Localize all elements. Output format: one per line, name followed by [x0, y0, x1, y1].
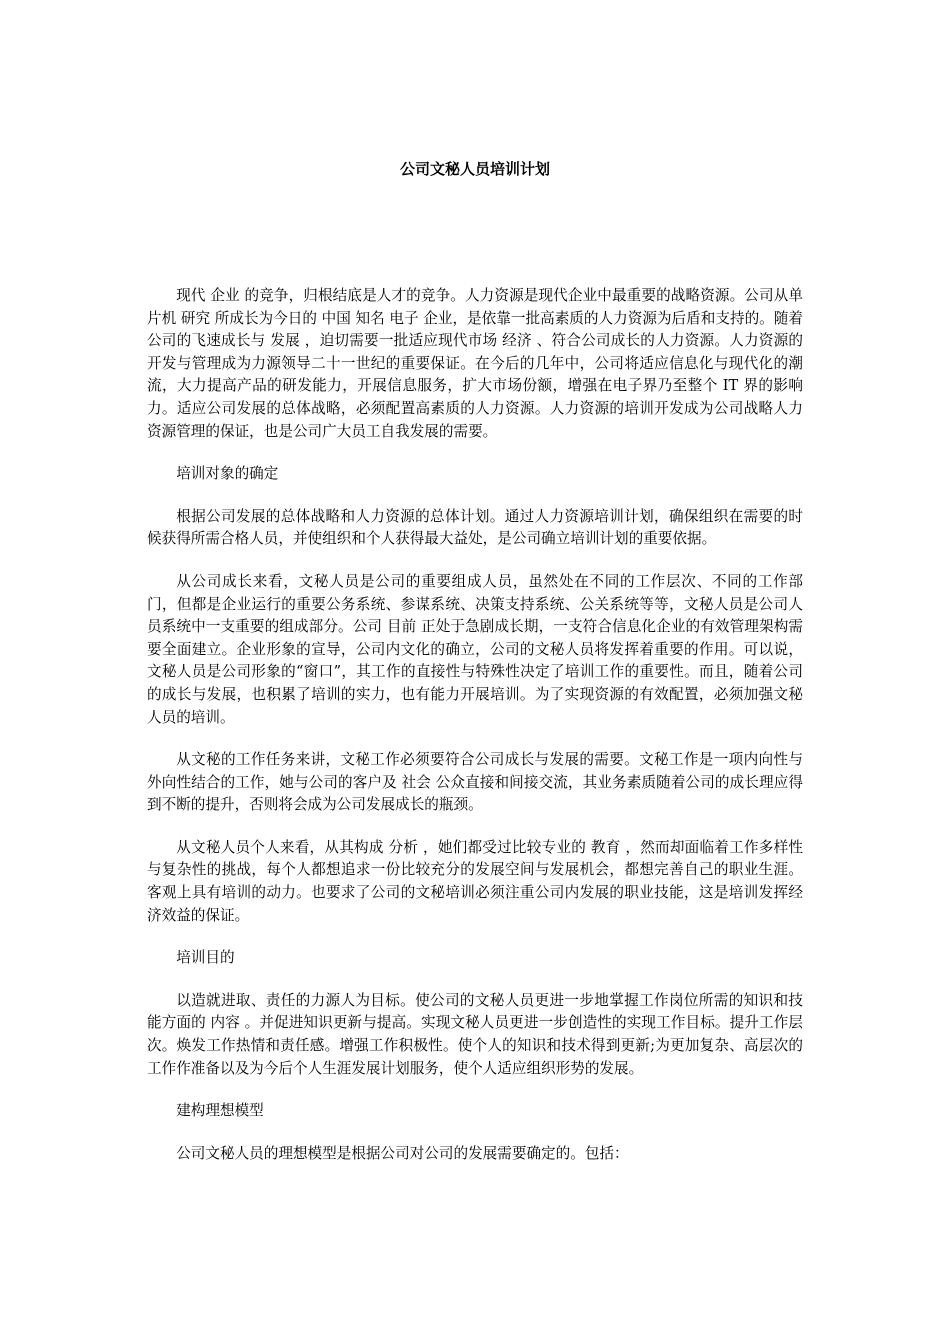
document-body: [147, 285, 803, 1185]
section-heading: 培训对象的确定: [176, 465, 279, 483]
document-title: 公司文秘人员培训计划: [399, 160, 550, 178]
paragraph: 公司文秘人员的理想模型是根据公司对公司的发展需要确定的。包括：: [176, 1144, 629, 1162]
section-heading: 建构理想模型: [176, 1102, 264, 1120]
paragraph: 现代 企业 的竞争，归根结底是人才的竞争。人力资源是现代企业中最重要的战略资源。公司从单片机 研究 所成长为今日的 中国 知名 电子 企业，是依靠一批高素质的人力资源为后盾和支持的。随着公司的飞速成长与 发展 ，迫切需要一批适应现代市场 经济 、符合公司成长的人力资源。人力资源的开发与管理成为力源领导二十一世纪的重要保证。在今后的几年中，公司将适应信息化与现代化的潮流，大力提高产品的研发能力，开展信息服务，扩大市场份额，增强在电子界乃至整个 IT 界的影响 力。适应公司发展的总体战略，必须配置高素质的人力资源。人力资源的培训开发成为公司战略人力资源管理的保证，也是公司广大员工自我发展的需要。: [147, 287, 803, 440]
paragraph: 从文秘人员个人来看，从其构成 分析 ，她们都受过比较专业的 教育 ，然而却面临着工作多样性与复杂性的挑战，每个人都想追求一份比较充分的发展空间与发展机会，都想完善自己的职业生涯。客观上具有培训的动力。也要求了公司的文秘培训必须注重公司内发展的职业技能，这是培训发挥经济效益的保证。: [147, 838, 803, 924]
paragraph: 从公司成长来看，文秘人员是公司的重要组成人员，虽然处在不同的工作层次、不同的工作部门，但都是企业运行的重要公务系统、参谋系统、决策支持系统、公关系统等等，文秘人员是公司人员系统中一支重要的组成部分。公司 目前 正处于急剧成长期，一支符合信息化企业的有效管理架构需要全面建立。企业形象的宣导，公司内文化的确立，公司的文秘人员将发挥着重要的作用。可以说，文秘人员是公司形象的“窗口”，其工作的直接性与特殊性决定了培训工作的重要性。而且，随着公司的成长与发展，也积累了培训的实力，也有能力开展培训。为了实现资源的有效配置，必须加强文秘人员的培训。: [147, 572, 803, 726]
paragraph: 从文秘的工作任务来讲，文秘工作必须要符合公司成长与发展的需要。文秘工作是一项内向性与外向性结合的工作，她与公司的客户及 社会 公众直接和间接交流，其业务素质随着公司的成长理应得到不断的提升，否则将会成为公司发展成长的瓶颈。: [147, 751, 803, 814]
section-heading: 培训目的: [176, 949, 235, 967]
paragraph: 以造就进取、责任的力源人为目标。使公司的文秘人员更进一步地掌握工作岗位所需的知识和技能方面的 内容 。并促进知识更新与提高。实现文秘人员更进一步创造性的实现工作目标。提升工作层次。焕发工作热情和责任感。增强工作积极性。使个人的知识和技术得到更新;为更加复杂、高层次的工作作准备以及为今后个人生涯发展计划服务，使个人适应组织形势的发展。: [147, 991, 803, 1077]
paragraph: 根据公司发展的总体战略和人力资源的总体计划。通过人力资源培训计划，确保组织在需要的时候获得所需合格人员，并使组织和个人获得最大益处，是公司确立培训计划的重要依据。: [147, 507, 803, 548]
